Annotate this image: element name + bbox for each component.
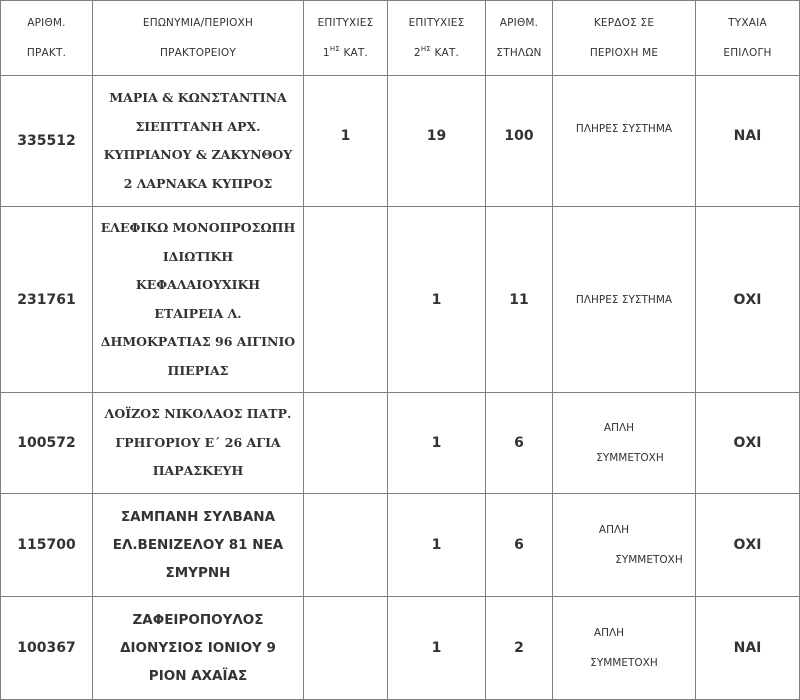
first-category-wins: 1 [304,76,388,207]
agency-number: 231761 [1,207,93,393]
agency-name: ΜΑΡΙΑ & ΚΩΝΣΤΑΝΤΙΝΑ ΣΙΕΠΤΤΑΝΗ ΑΡΧ. ΚΥΠΡΙΑΝΟΥ & ΖΑΚΥΝΘΟΥ 2 ΛΑΡΝΑΚΑ ΚΥΠΡΟΣ [93,76,304,207]
random-selection: ΝΑΙ [696,76,800,207]
columns-count: 6 [486,494,553,597]
header-agency-name: ΕΠΩΝΥΜΙΑ/ΠΕΡΙΟΧΗ ΠΡΑΚΤΟΡΕΙΟΥ [93,1,304,76]
table-row [1,494,800,597]
first-category-wins [304,393,388,494]
columns-count: 100 [486,76,553,207]
header-second-category: ΕΠΙΤΥΧΙΕΣ $2^{H\Sigma}$ ΚΑΤ. [388,1,486,76]
columns-count: 2 [486,597,553,700]
random-selection: ΟΧΙ [696,207,800,393]
agency-number: 100572 [1,393,93,494]
second-category-wins: 1 [388,207,486,393]
profit-type: ΑΠΛΗ ΣΥΜΜΕΤΟΧΗ [553,494,696,597]
header-agency-number: ΑΡΙΘΜ. ΠΡΑΚΤ. [1,1,93,76]
profit-type: ΠΛΗΡΕΣ ΣΥΣΤΗΜΑ [553,207,696,393]
header-first-category: ΕΠΙΤΥΧΙΕΣ $1^{H\Sigma}$ ΚΑΤ. [304,1,388,76]
profit-type: ΑΠΛΗ ΣΥΜΜΕΤΟΧΗ [553,597,696,700]
agency-name: ΖΑΦΕΙΡΟΠΟΥΛΟΣ ΔΙΟΝΥΣΙΟΣ ΙΟΝΙΟΥ 9 ΡΙΟΝ ΑΧΑΪΑΣ [93,597,304,700]
second-category-wins: 19 [388,76,486,207]
profit-type: ΠΛΗΡΕΣ ΣΥΣΤΗΜΑ [553,76,696,207]
random-selection: ΝΑΙ [696,597,800,700]
table-row [1,597,800,700]
table-row [1,76,800,207]
agency-number: 335512 [1,76,93,207]
agency-name: ΣΑΜΠΑΝΗ ΣΥΛΒΑΝΑ ΕΛ.ΒΕΝΙΖΕΛΟΥ 81 ΝΕΑ ΣΜΥΡΝΗ [93,494,304,597]
agency-name: ΛΟΪΖΟΣ ΝΙΚΟΛΑΟΣ ΠΑΤΡ. ΓΡΗΓΟΡΙΟΥ Ε΄ 26 ΑΓΙΑ ΠΑΡΑΣΚΕΥΗ [93,393,304,494]
table-row [1,207,800,393]
second-category-wins: 1 [388,393,486,494]
random-selection: ΟΧΙ [696,393,800,494]
header-random-selection: ΤΥΧΑΙΑ ΕΠΙΛΟΓΗ [696,1,800,76]
first-category-wins [304,494,388,597]
columns-count: 6 [486,393,553,494]
columns-count: 11 [486,207,553,393]
second-category-wins: 1 [388,597,486,700]
header-row [1,1,800,76]
profit-type: ΑΠΛΗ ΣΥΜΜΕΤΟΧΗ [553,393,696,494]
second-category-wins: 1 [388,494,486,597]
header-columns: ΑΡΙΘΜ. ΣΤΗΛΩΝ [486,1,553,76]
random-selection: ΟΧΙ [696,494,800,597]
agency-name: ΕΛΕΦΙΚΩ ΜΟΝΟΠΡΟΣΩΠΗ ΙΔΙΩΤΙΚΗ ΚΕΦΑΛΑΙΟΥΧΙΚΗ ΕΤΑΙΡΕΙΑ Λ. ΔΗΜΟΚΡΑΤΙΑΣ 96 ΑΙΓΙΝΙΟ ΠΙΕΡΙΑΣ [93,207,304,393]
first-category-wins [304,207,388,393]
header-profit: ΚΕΡΔΟΣ ΣΕ ΠΕΡΙΟΧΗ ΜΕ [553,1,696,76]
table-row [1,393,800,494]
agency-number: 115700 [1,494,93,597]
agency-number: 100367 [1,597,93,700]
first-category-wins [304,597,388,700]
